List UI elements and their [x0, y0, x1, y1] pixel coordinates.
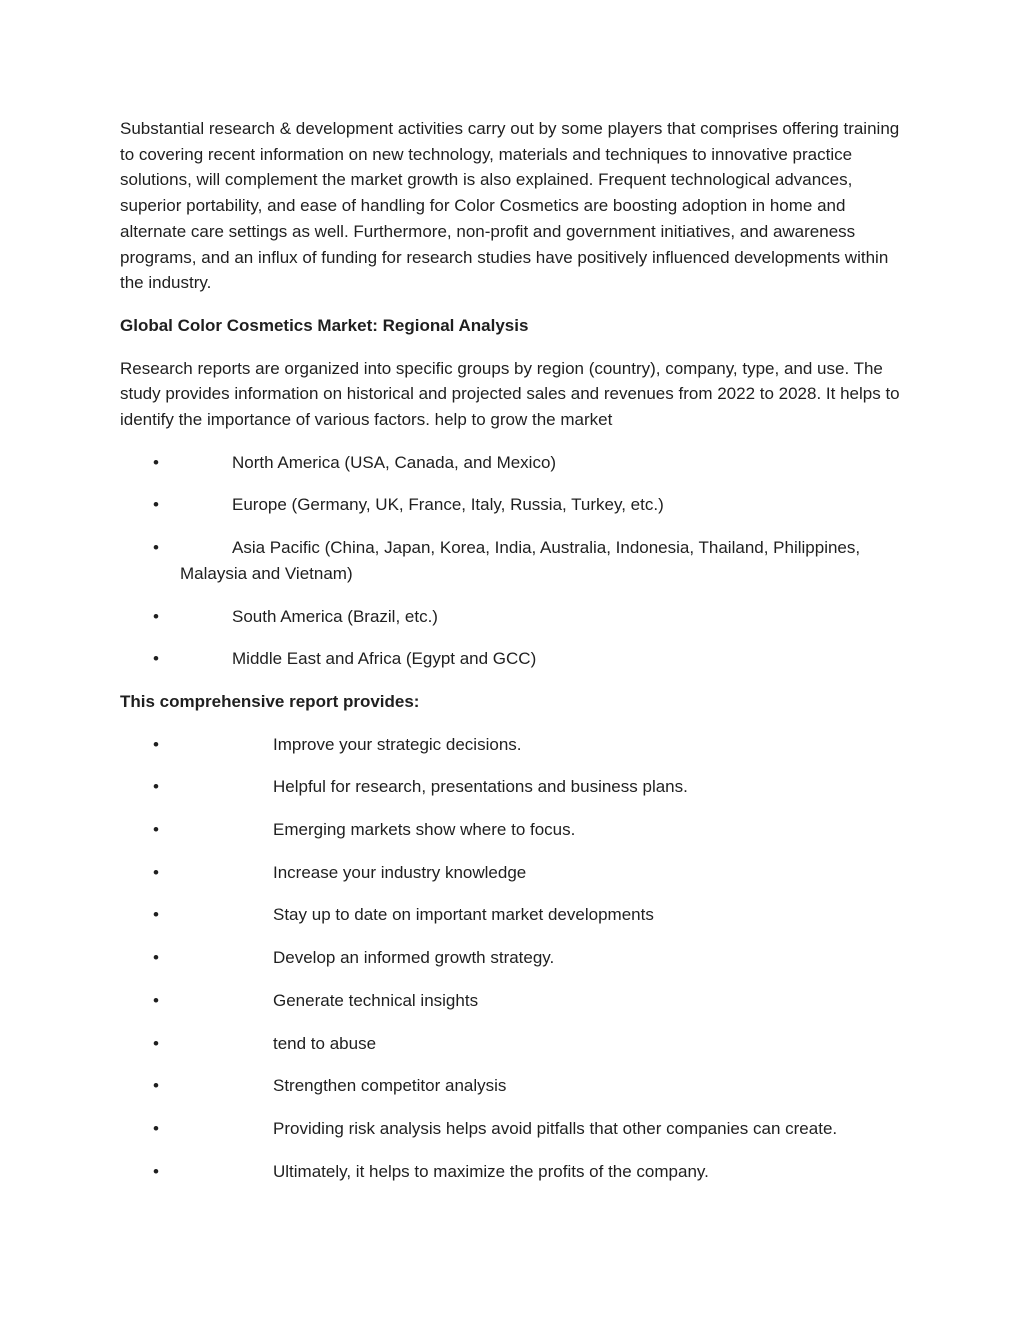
list-item-text: tend to abuse	[273, 1033, 377, 1053]
section-heading-report-provides: This comprehensive report provides:	[120, 691, 420, 711]
list-item-text: Providing risk analysis helps avoid pitfalls that other companies can create.	[273, 1118, 838, 1138]
list-item-text: Stay up to date on important market developments	[273, 905, 654, 925]
bullet-icon: •	[153, 1161, 159, 1181]
list-item	[120, 535, 906, 586]
bullet-icon: •	[153, 777, 159, 797]
bullet-icon: •	[153, 1118, 159, 1138]
list-item	[120, 1116, 906, 1142]
list-item	[120, 1159, 906, 1185]
list-item	[120, 492, 906, 518]
list-item-text: Emerging markets show where to focus.	[273, 820, 576, 840]
bullet-icon: •	[153, 820, 159, 840]
list-item	[120, 988, 906, 1014]
list-item-text: Strengthen competitor analysis	[273, 1076, 507, 1096]
bullet-icon: •	[153, 1033, 159, 1053]
list-item	[120, 817, 906, 843]
list-item	[120, 732, 906, 758]
body-paragraph-market-growth: Substantial research & development activities carry out by some players that comprises offering training to covering recent information on new technology, materials and techniques to innovative practice solutions, will complement the market growth is also explained. Frequent technological advances, superior portability, and ease of handling for Color Cosmetics are boosting adoption in home and alternate care settings as well. Furthermore, non-profit and government initiatives, and awareness programs, and an influx of funding for research studies have positively influenced developments within the industry.	[120, 119, 900, 293]
list-item	[120, 1031, 906, 1057]
list-item	[120, 604, 906, 630]
bullet-icon: •	[153, 452, 159, 472]
list-item	[120, 646, 906, 672]
list-item	[120, 902, 906, 928]
list-item	[120, 1073, 906, 1099]
bullet-icon: •	[153, 990, 159, 1010]
list-item-text: Ultimately, it helps to maximize the profits of the company.	[273, 1161, 709, 1181]
list-item-text: Middle East and Africa (Egypt and GCC)	[232, 649, 537, 669]
bullet-icon: •	[153, 538, 159, 558]
list-item-text: Asia Pacific (China, Japan, Korea, India, Australia, Indonesia, Thailand, Philippines, Malaysia and Vietnam)	[180, 538, 861, 583]
bullet-icon: •	[153, 734, 159, 754]
bullet-icon: •	[153, 862, 159, 882]
body-paragraph-research-reports: Research reports are organized into specific groups by region (country), company, type, and use. The study provides information on historical and projected sales and revenues from 2022 to 2028. It helps to identify the importance of various factors. help to grow the market	[120, 358, 900, 430]
list-item-text: Generate technical insights	[273, 990, 479, 1010]
list-item-text: Increase your industry knowledge	[273, 862, 527, 882]
list-item-text: Develop an informed growth strategy.	[273, 948, 555, 968]
list-item-text: Improve your strategic decisions.	[273, 734, 522, 754]
list-item	[120, 860, 906, 886]
list-item	[120, 945, 906, 971]
list-item	[120, 774, 906, 800]
list-item-text: Europe (Germany, UK, France, Italy, Russia, Turkey, etc.)	[232, 495, 664, 515]
list-item-text: North America (USA, Canada, and Mexico)	[232, 452, 557, 472]
bullet-icon: •	[153, 649, 159, 669]
section-heading-regional-analysis: Global Color Cosmetics Market: Regional Analysis	[120, 315, 529, 335]
list-item-text: Helpful for research, presentations and business plans.	[273, 777, 688, 797]
regions-list	[120, 450, 906, 672]
bullet-icon: •	[153, 905, 159, 925]
bullet-icon: •	[153, 1076, 159, 1096]
bullet-icon: •	[153, 948, 159, 968]
bullet-icon: •	[153, 495, 159, 515]
list-item-text: South America (Brazil, etc.)	[232, 606, 438, 626]
list-item	[120, 450, 906, 476]
bullet-icon: •	[153, 606, 159, 626]
benefits-list	[120, 732, 906, 1185]
document-page	[120, 0, 906, 1184]
